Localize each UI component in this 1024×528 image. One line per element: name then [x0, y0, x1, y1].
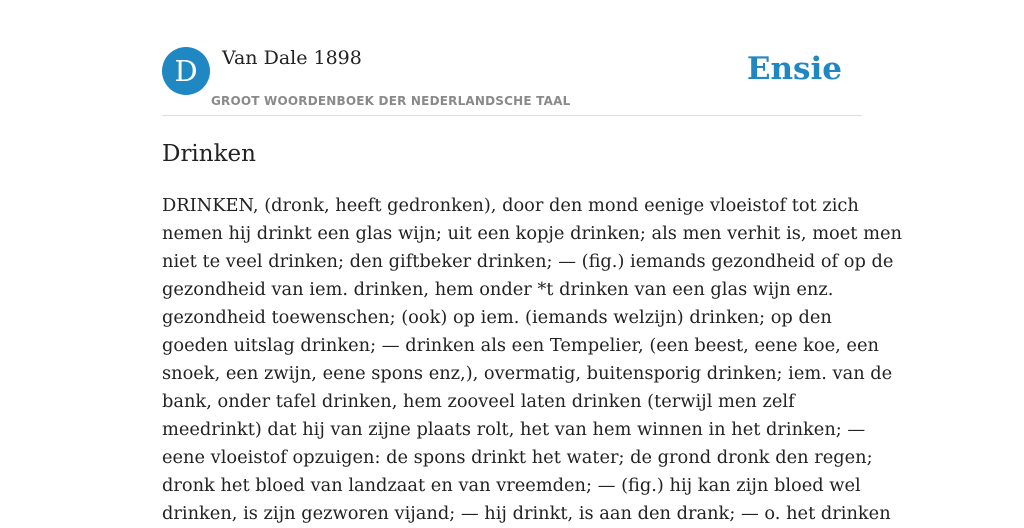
- source-avatar[interactable]: D: [162, 47, 210, 95]
- definition-line: eene vloeistof opzuigen: de spons drinkt het water; de grond dronk den regen;: [162, 447, 873, 468]
- definition-line: nemen hij drinkt een glas wijn; uit een kopje drinken; als men verhit is, moet men: [162, 223, 902, 244]
- definition-line: drinken, is zijn gezworen vijand; — hij drinkt, is aan den drank; — o. het drinken: [162, 503, 891, 524]
- page-title: Drinken: [162, 141, 256, 167]
- source-subtitle: GROOT WOORDENBOEK DER NEDERLANDSCHE TAAL: [211, 94, 571, 108]
- definition-line: snoek, een zwijn, eene spons enz,), overmatig, buitensporig drinken; iem. van de: [162, 363, 893, 384]
- definition-line: gezondheid toewenschen; (ook) op iem. (iemands welzijn) drinken; op den: [162, 307, 832, 328]
- definition-line: niet te veel drinken; den giftbeker drinken; — (fig.) iemands gezondheid of op de: [162, 251, 894, 272]
- definition-text: [162, 192, 902, 528]
- definition-line: gezondheid van iem. drinken, hem onder *t drinken van een glas wijn enz.: [162, 279, 834, 300]
- definition-line: goeden uitslag drinken; — drinken als een Tempelier, (een beest, eene koe, een: [162, 335, 879, 356]
- definition-line: meedrinkt) dat hij van zijne plaats rolt, het van hem winnen in het drinken; —: [162, 419, 866, 440]
- definition-line: DRINKEN, (dronk, heeft gedronken), door den mond eenige vloeistof tot zich: [162, 195, 859, 216]
- source-title[interactable]: Van Dale 1898: [222, 47, 362, 69]
- definition-line: bank, onder tafel drinken, hem zooveel laten drinken (terwijl men zelf: [162, 391, 795, 412]
- definition-line: dronk het bloed van landzaat en van vreemden; — (fig.) hij kan zijn bloed wel: [162, 475, 861, 496]
- brand-logo[interactable]: Ensie: [746, 51, 842, 87]
- header-divider: [162, 115, 862, 116]
